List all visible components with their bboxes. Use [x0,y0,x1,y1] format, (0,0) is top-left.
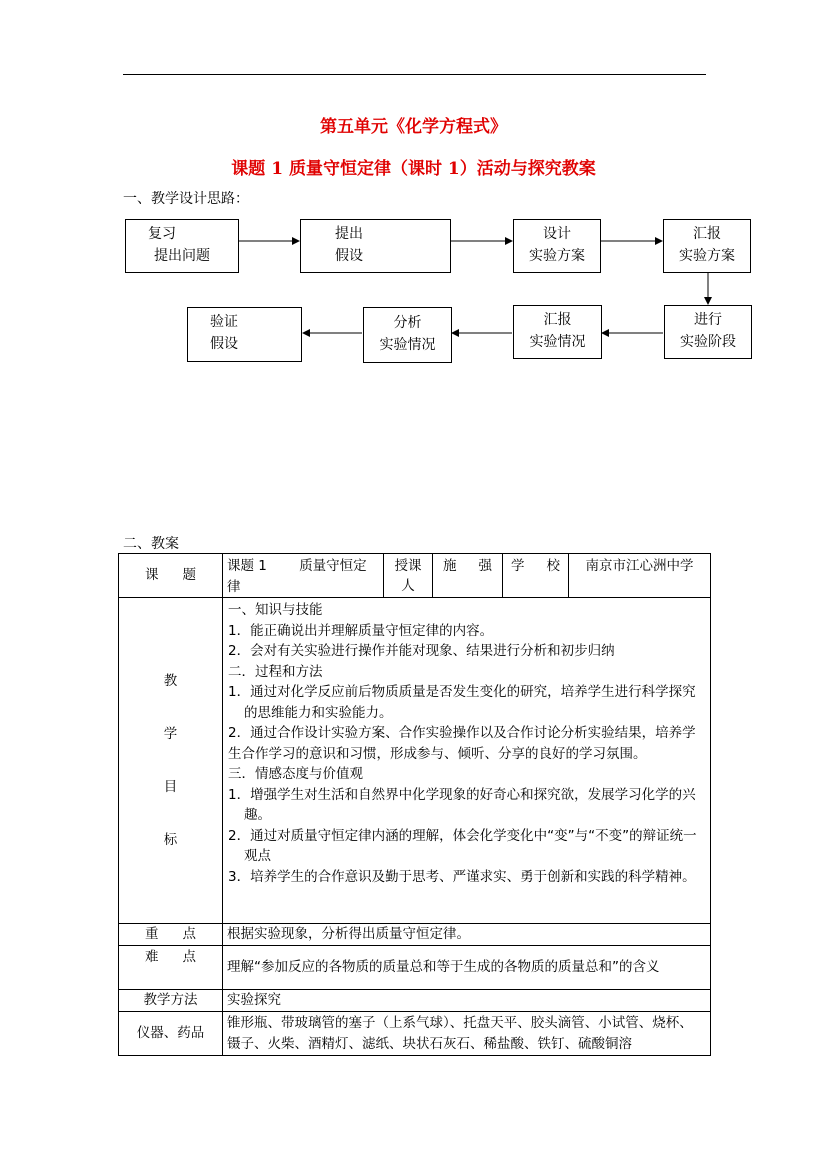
objective-item: 1．增强学生对生活和自然界中化学现象的好奇心和探究欲，发展学习化学的兴趣。 [228,786,696,823]
table-row-topic [119,554,711,598]
table-row-objectives [119,598,711,924]
flow-box-report-plan: 汇报 实验方案 [663,219,751,273]
flow-box-design: 设计 实验方案 [513,219,601,273]
cell-school: 南京市江心洲中学 [569,554,711,598]
label-key: 重 点 [119,924,223,946]
label-teacher: 授课人 [384,554,433,598]
flow-box-review-bottom: 提出问题 [154,248,210,264]
table-row-method [119,990,711,1012]
section-heading-plan: 二、教案 [123,536,179,552]
label-topic: 课 题 [119,554,223,598]
table-row-key [119,924,711,946]
document-subtitle: 课题 1 质量守恒定律（课时 1）活动与探究教案 [231,159,596,179]
document-title: 第五单元《化学方程式》 [320,117,507,137]
flow-box-review-top: 复习 [148,226,176,242]
label-equipment: 仪器、药品 [119,1012,223,1056]
objective-item: 1．能正确说出并理解质量守恒定律的内容。 [228,622,494,639]
flow-box-conduct: 进行 实验阶段 [664,305,752,359]
objective-item: 2．会对有关实验进行操作并能对现象、结果进行分析和初步归纳 [228,643,615,659]
flow-box-analyze: 分析 实验情况 [363,307,452,363]
objective-item: 1．通过对化学反应前后物质质量是否发生变化的研究，培养学生进行科学探究的思维能力和实验能力。 [228,684,696,721]
flow-box-report-result: 汇报 实验情况 [513,305,602,359]
cell-topic: 课题 1 质量守恒定律 [223,554,384,598]
flow-box-hypothesis: 提出 假设 [300,219,451,273]
lesson-plan-table [118,553,711,1056]
section-heading-design: 一、教学设计思路： [123,191,249,207]
cell-method: 实验探究 [223,990,711,1012]
flow-box-verify: 验证 假设 [187,307,302,362]
objective-item: 2．通过合作设计实验方案、合作实验操作以及合作讨论分析实验结果，培养学生合作学习的意识和习惯，形成参与、倾听、分享的良好的学习氛围。 [228,725,696,762]
label-school: 学 校 [503,554,569,598]
label-objectives: 教 学 目 标 [119,598,223,924]
table-row-equipment [119,1012,711,1056]
cell-equipment: 锥形瓶、带玻璃管的塞子（上系气球）、托盘天平、胶头滴管、小试管、烧杯、镊子、火柴、酒精灯、滤纸、块状石灰石、稀盐酸、铁钉、硫酸铜溶 [223,1012,711,1056]
objective-item: 3．培养学生的合作意识及勤于思考、严谨求实、勇于创新和实践的科学精神。 [228,868,696,885]
cell-key: 根据实验现象，分析得出质量守恒定律。 [223,924,711,946]
objective-item: 2．通过对质量守恒定律内涵的理解，体会化学变化中“变”与“不变”的辩证统一观点 [228,827,697,864]
flow-box-review [125,219,239,273]
cell-teacher: 施 强 [433,554,503,598]
table-row-difficult [119,946,711,990]
objective-section-process: 二．过程和方法 [228,663,323,680]
label-method: 教学方法 [119,990,223,1012]
cell-objectives [223,598,711,924]
objective-section-attitude: 三．情感态度与价值观 [228,766,363,782]
cell-difficult: 理解“参加反应的各物质的质量总和等于生成的各物质的质量总和”的含义 [223,946,711,990]
label-difficult: 难 点 [119,946,223,990]
objective-section-knowledge: 一、知识与技能 [228,602,323,618]
